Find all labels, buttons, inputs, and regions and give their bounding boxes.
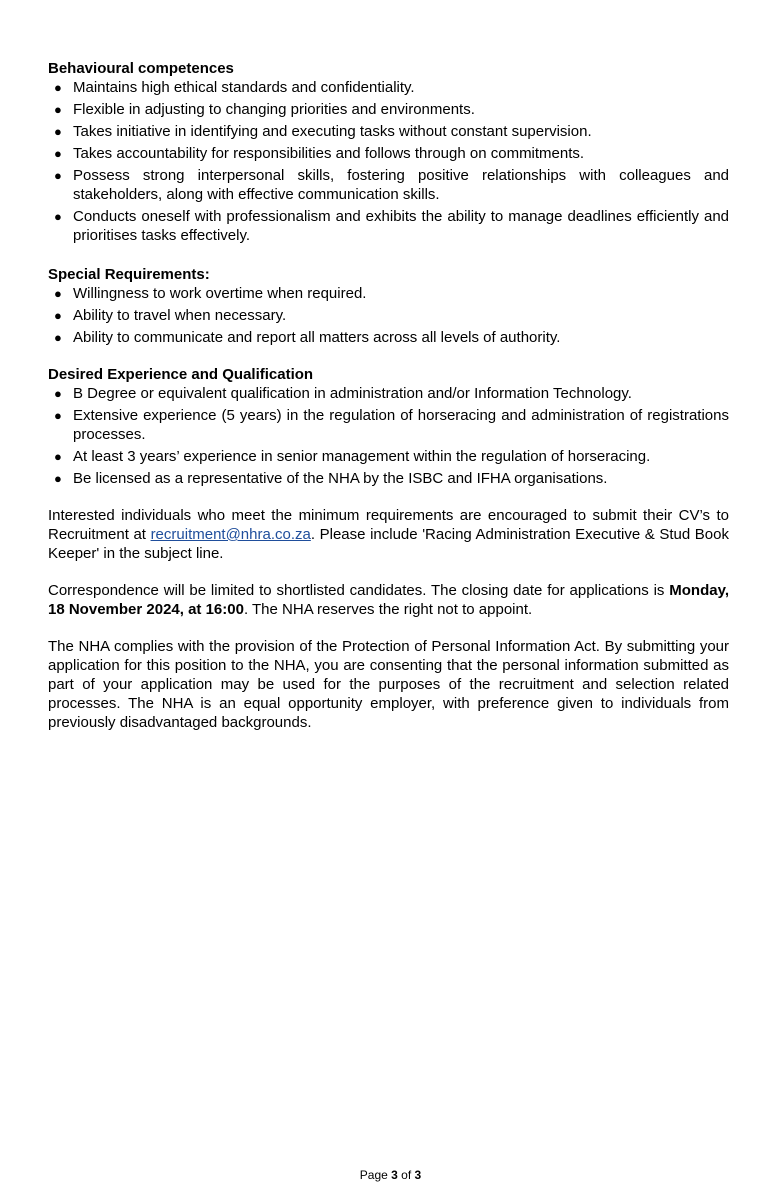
popia-paragraph: The NHA complies with the provision of the Protection of Personal Information Act. By submitting your application for this position to the NHA, you are consenting that the personal information submitted as part of your application may be used for the purposes of the recruitment and selection related processes. The NHA is an equal opportunity employer, with preference given to individuals from previously disadvantaged backgrounds. [48,638,729,731]
list-item: ● Extensive experience (5 years) in the regulation of horseracing and administration of registrations processes. [54,407,729,443]
bullet-icon: ● [54,408,62,423]
list-item: ● Maintains high ethical standards and confidentiality. [54,79,415,96]
list-item: ● Takes accountability for responsibilities and follows through on commitments. [54,145,585,162]
special-requirements-section [48,265,729,347]
list-item: ● B Degree or equivalent qualification in administration and/or Information Technology. [54,385,632,402]
bullet-icon: ● [54,168,62,183]
document-page [48,59,729,750]
list-item: ● Possess strong interpersonal skills, fostering positive relationships with colleagues and stakeholders, along with effective communication skills. [54,167,729,203]
bullet-list [48,284,729,347]
recruitment-email-link[interactable]: recruitment@nhra.co.za [150,526,311,543]
bullet-list [48,78,729,245]
list-item: ● Flexible in adjusting to changing priorities and environments. [54,101,475,118]
current-page: 3 [391,1168,398,1182]
list-item: ● Ability to communicate and report all matters across all levels of authority. [54,329,561,346]
behavioural-competences-section [48,59,729,245]
list-item: ● At least 3 years’ experience in senior management within the regulation of horseracing. [54,448,651,465]
of-label: of [401,1168,412,1182]
bullet-icon: ● [54,471,62,486]
experience-qualification-section [48,365,729,488]
correspondence-paragraph: Correspondence will be limited to shortlisted candidates. The closing date for applications is Monday, 18 November 2024, at 16:00. The NHA reserves the right not to appoint. [48,582,729,618]
bullet-icon: ● [54,124,62,139]
bullet-icon: ● [54,102,62,117]
application-paragraph: Interested individuals who meet the minimum requirements are encouraged to submit their CV’s to Recruitment at recruitment@nhra.co.za. Please include 'Racing Administration Executive & Stud Book Keeper' in the subject line. [48,507,729,562]
closing-date: Monday, 18 November 2024, at 16:00 [48,582,729,618]
page-footer [0,1166,781,1185]
list-item: ● Ability to travel when necessary. [54,307,287,324]
bullet-icon: ● [54,308,62,323]
list-item: ● Be licensed as a representative of the NHA by the ISBC and IFHA organisations. [54,470,608,487]
bullet-icon: ● [54,286,62,301]
page-label: Page [359,1168,388,1182]
section-heading: Special Requirements: [48,266,210,283]
bullet-icon: ● [54,209,62,224]
section-heading: Desired Experience and Qualification [48,366,314,383]
section-heading: Behavioural competences [48,60,234,77]
bullet-icon: ● [54,386,62,401]
list-item: ● Willingness to work overtime when required. [54,285,367,302]
total-pages: 3 [414,1168,422,1182]
list-item: ● Takes initiative in identifying and executing tasks without constant supervision. [54,123,592,140]
bullet-icon: ● [54,449,62,464]
bullet-list [48,384,729,488]
bullet-icon: ● [54,330,62,345]
bullet-icon: ● [54,80,62,95]
bullet-icon: ● [54,146,62,161]
list-item: ● Conducts oneself with professionalism and exhibits the ability to manage deadlines efficiently and prioritises tasks effectively. [54,208,729,244]
